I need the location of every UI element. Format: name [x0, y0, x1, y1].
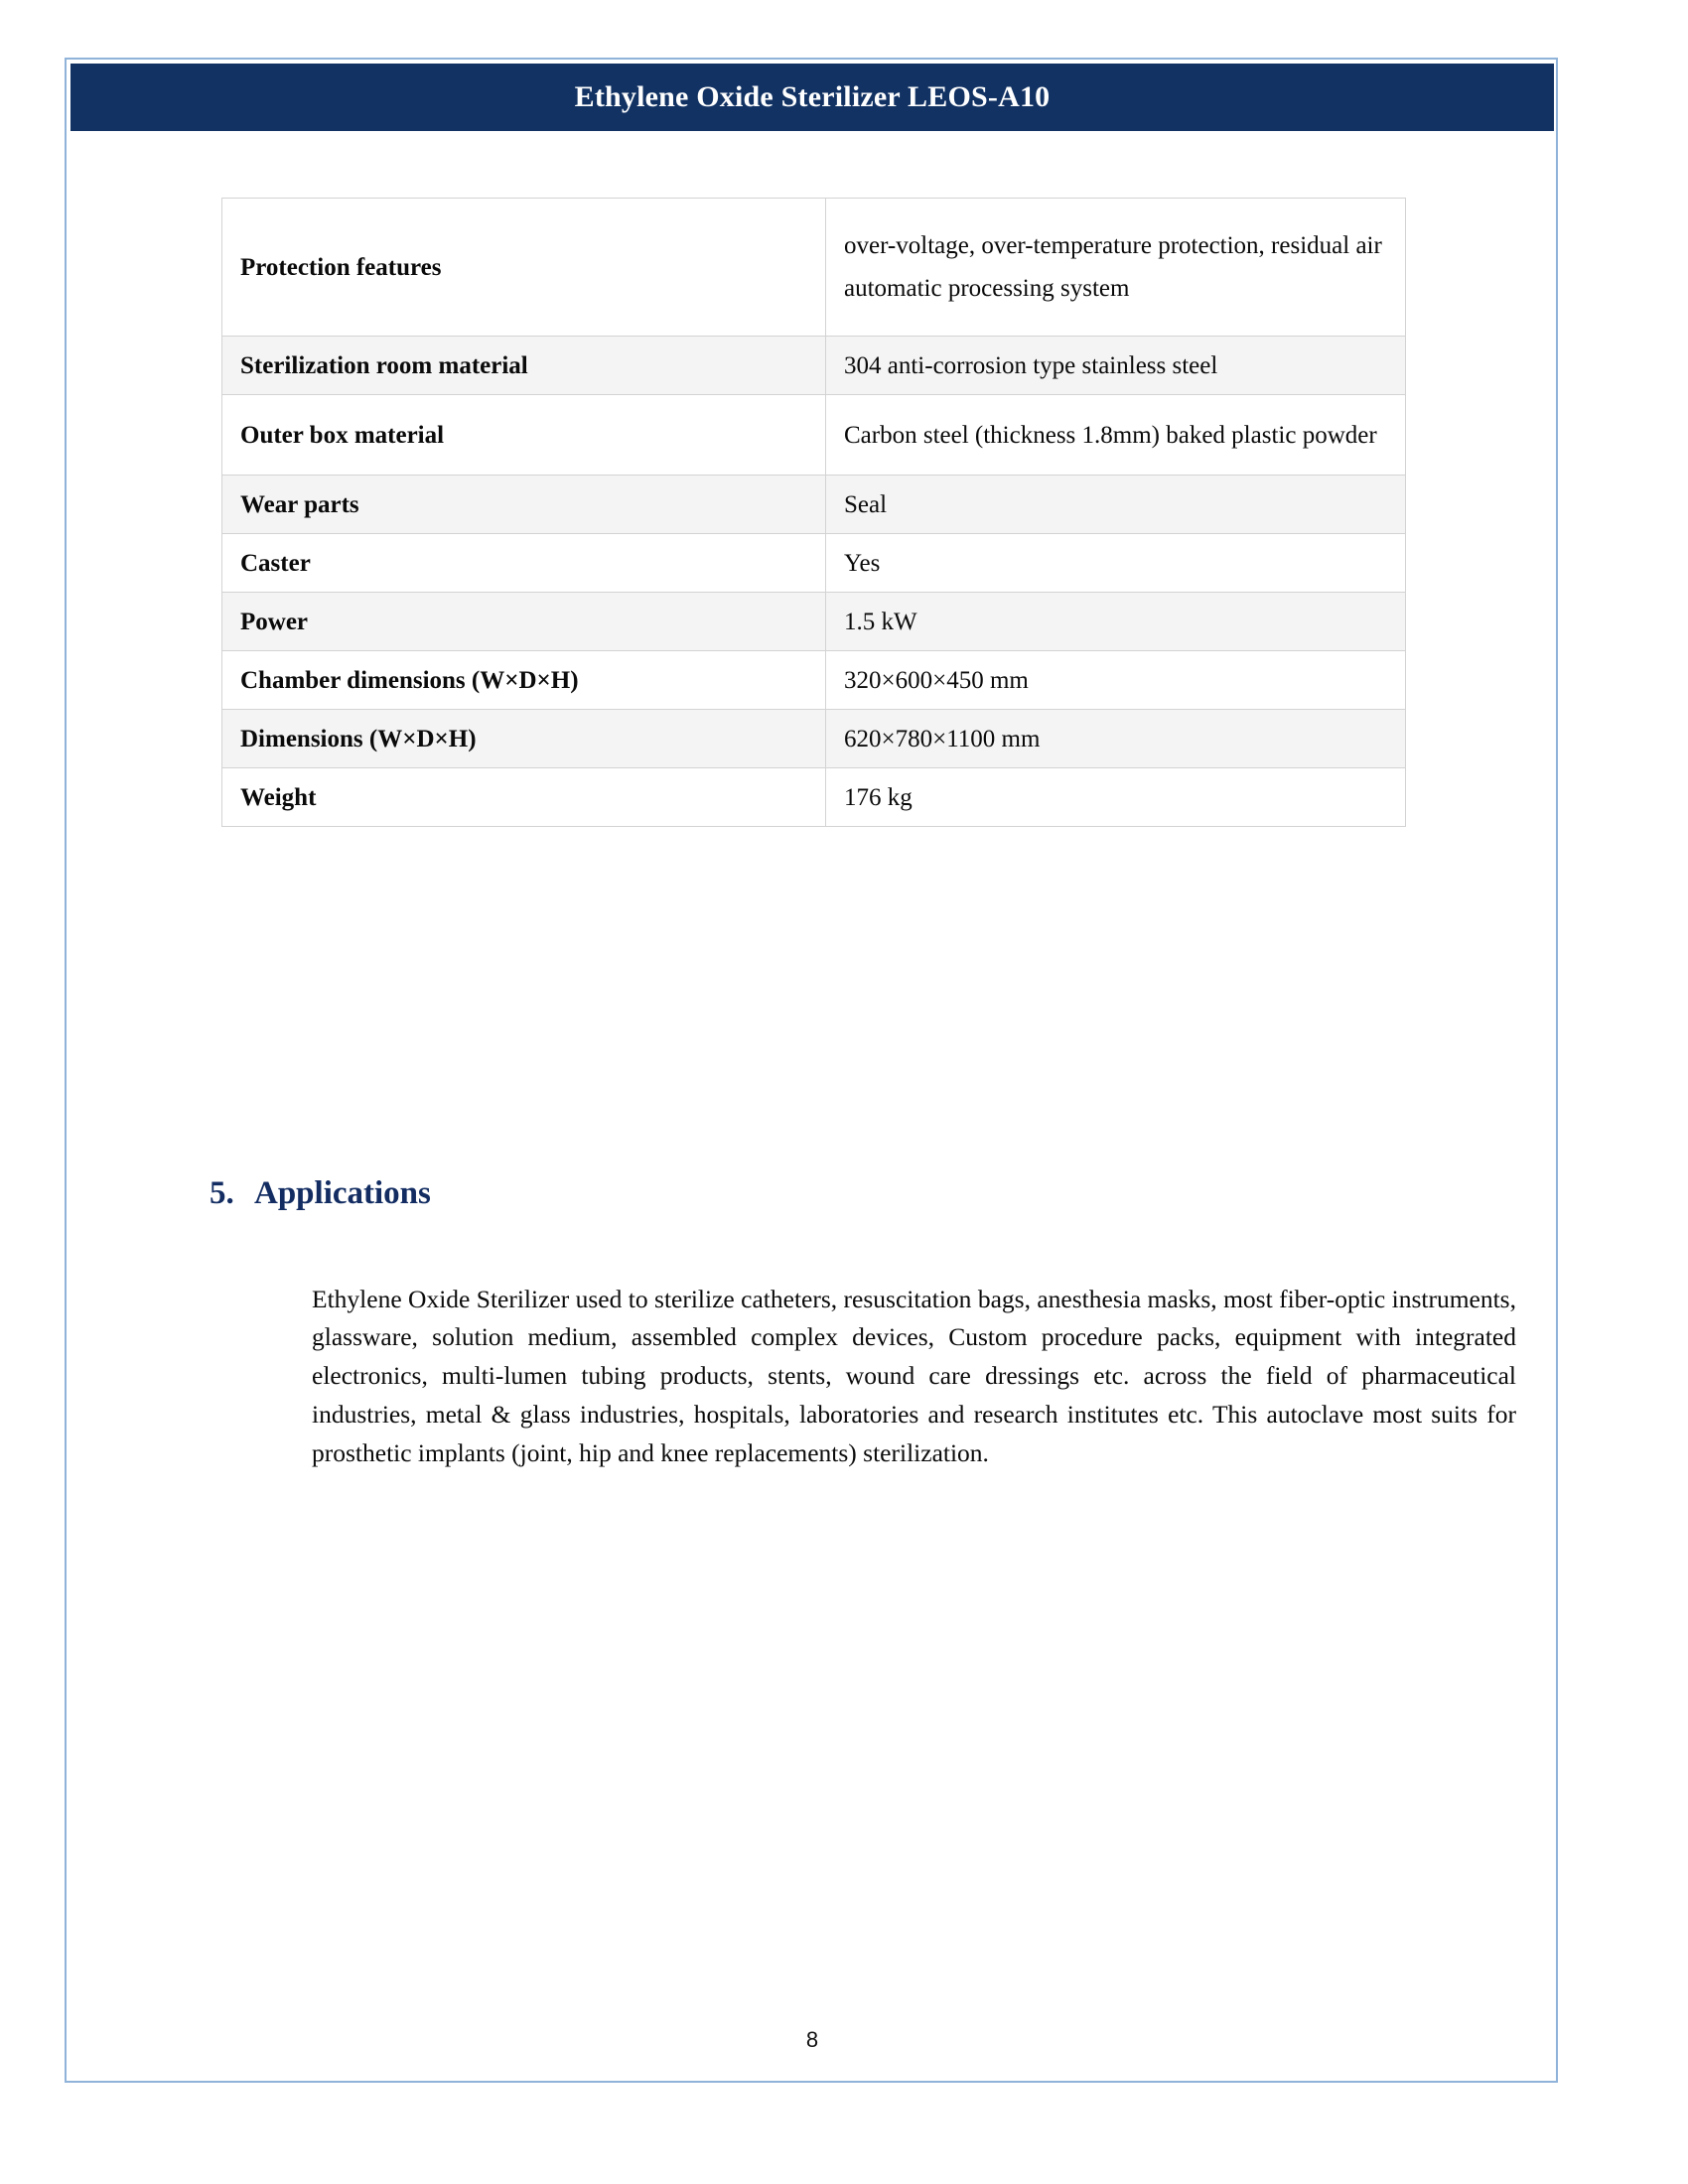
table-row — [222, 199, 1406, 337]
spec-label: Protection features — [222, 199, 826, 337]
page-content — [70, 131, 1554, 2079]
spec-value: 176 kg — [826, 768, 1406, 827]
table-row — [222, 476, 1406, 534]
specifications-table-body — [222, 199, 1406, 827]
spec-value: 1.5 kW — [826, 593, 1406, 651]
section-number: 5. — [210, 1175, 234, 1211]
table-row — [222, 651, 1406, 710]
table-row — [222, 593, 1406, 651]
spec-label: Caster — [222, 534, 826, 593]
spec-label: Weight — [222, 768, 826, 827]
section-heading-applications — [210, 1175, 431, 1212]
spec-label: Sterilization room material — [222, 337, 826, 395]
spec-value: over-voltage, over-temperature protection, residual air automatic processing system — [826, 199, 1406, 337]
table-row — [222, 395, 1406, 476]
spec-value: Yes — [826, 534, 1406, 593]
spec-label: Dimensions (W×D×H) — [222, 710, 826, 768]
spec-label: Wear parts — [222, 476, 826, 534]
table-row — [222, 337, 1406, 395]
specifications-table — [221, 198, 1406, 827]
spec-value: 320×600×450 mm — [826, 651, 1406, 710]
document-header-banner — [70, 64, 1554, 131]
page-title: Ethylene Oxide Sterilizer LEOS-A10 — [574, 80, 1051, 113]
spec-value: 304 anti-corrosion type stainless steel — [826, 337, 1406, 395]
spec-value: Carbon steel (thickness 1.8mm) baked plastic powder — [826, 395, 1406, 476]
spec-value: Seal — [826, 476, 1406, 534]
table-row — [222, 768, 1406, 827]
section-title: Applications — [254, 1175, 431, 1211]
applications-paragraph: Ethylene Oxide Sterilizer used to sterilize catheters, resuscitation bags, anesthesia masks, most fiber-optic instruments, glassware, solution medium, assembled complex devices, Custom procedure packs, equipment with integrated electronics, multi-lumen tubing products, stents, wound care dressings etc. across the field of pharmaceutical industries, metal & glass industries, hospitals, laboratories and research institutes etc. This autoclave most suits for prosthetic implants (joint, hip and knee replacements) sterilization. — [312, 1284, 1516, 1467]
table-row — [222, 710, 1406, 768]
page-number: 8 — [805, 2027, 819, 2052]
spec-label: Power — [222, 593, 826, 651]
spec-value: 620×780×1100 mm — [826, 710, 1406, 768]
spec-label: Outer box material — [222, 395, 826, 476]
spec-label: Chamber dimensions (W×D×H) — [222, 651, 826, 710]
table-row — [222, 534, 1406, 593]
